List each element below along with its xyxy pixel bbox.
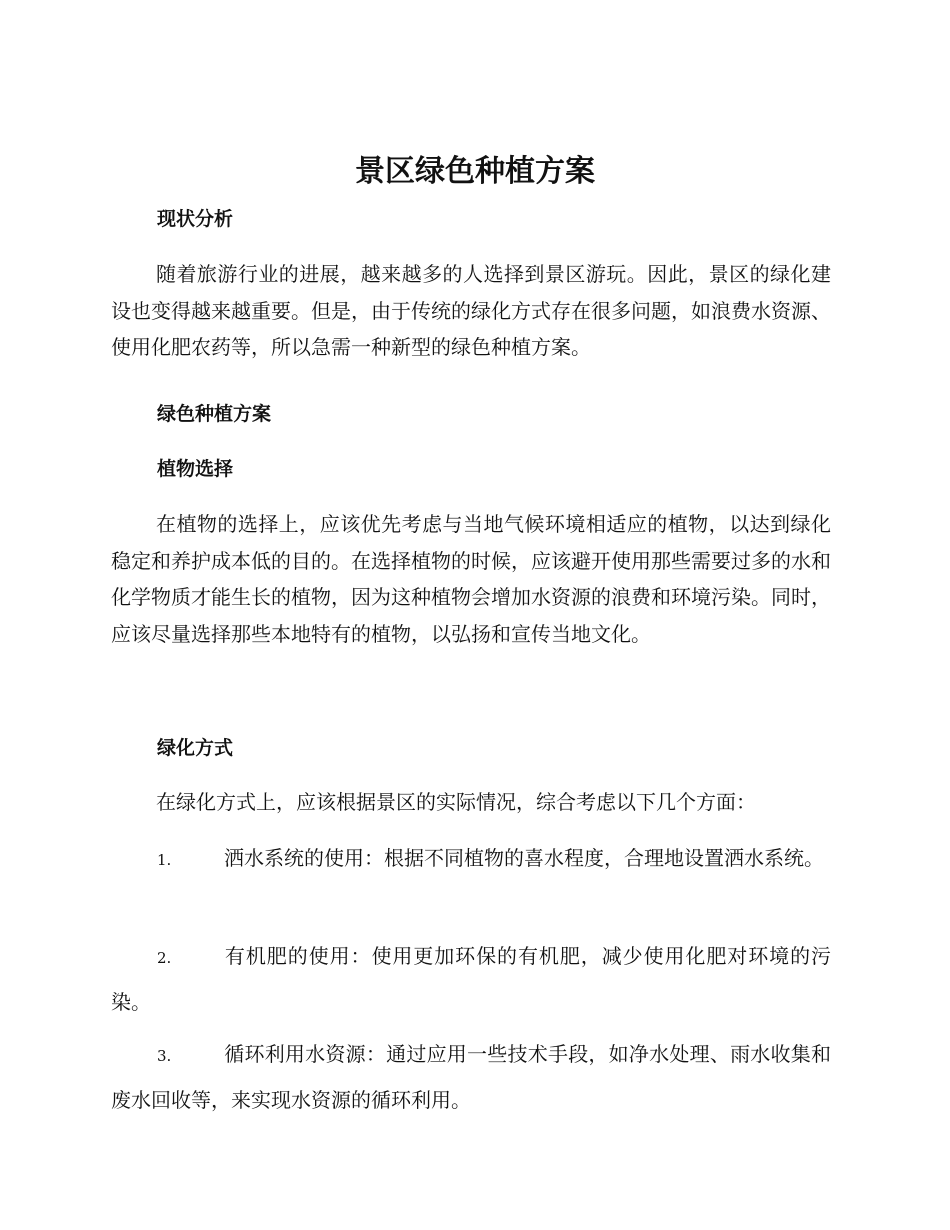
list-item-text: 有机肥的使用：使用更加环保的有机肥，减少使用化肥对环境的污染。	[111, 944, 831, 1014]
paragraph-greening-intro: 在绿化方式上，应该根据景区的实际情况，综合考虑以下几个方面：	[156, 790, 756, 814]
list-item	[111, 934, 831, 1024]
list-item	[111, 836, 831, 882]
heading-plant-selection: 植物选择	[157, 458, 234, 480]
heading-green-plan: 绿色种植方案	[157, 403, 272, 425]
list-item-text: 洒水系统的使用：根据不同植物的喜水程度，合理地设置洒水系统。	[224, 846, 824, 870]
document-title: 景区绿色种植方案	[355, 154, 595, 189]
list-item	[111, 1032, 831, 1122]
list-item-number: 2.	[157, 949, 172, 967]
list-item-number: 3.	[157, 1047, 172, 1065]
list-item-number: 1.	[157, 851, 172, 869]
heading-greening-method: 绿化方式	[157, 737, 234, 759]
heading-status-analysis: 现状分析	[157, 208, 234, 230]
list-item-text: 循环利用水资源：通过应用一些技术手段，如净水处理、雨水收集和废水回收等，来实现水资源的循环利用。	[111, 1042, 831, 1112]
paragraph-status-analysis: 随着旅游行业的进展，越来越多的人选择到景区游玩。因此，景区的绿化建设也变得越来越重要。但是，由于传统的绿化方式存在很多问题，如浪费水资源、使用化肥农药等，所以急需一种新型的绿色种植方案。	[111, 262, 831, 359]
paragraph-plant-selection: 在植物的选择上，应该优先考虑与当地气候环境相适应的植物，以达到绿化稳定和养护成本低的目的。在选择植物的时候，应该避开使用那些需要过多的水和化学物质才能生长的植物，因为这种植物会增加水资源的浪费和环境污染。同时，应该尽量选择那些本地特有的植物，以弘扬和宣传当地文化。	[111, 512, 831, 646]
